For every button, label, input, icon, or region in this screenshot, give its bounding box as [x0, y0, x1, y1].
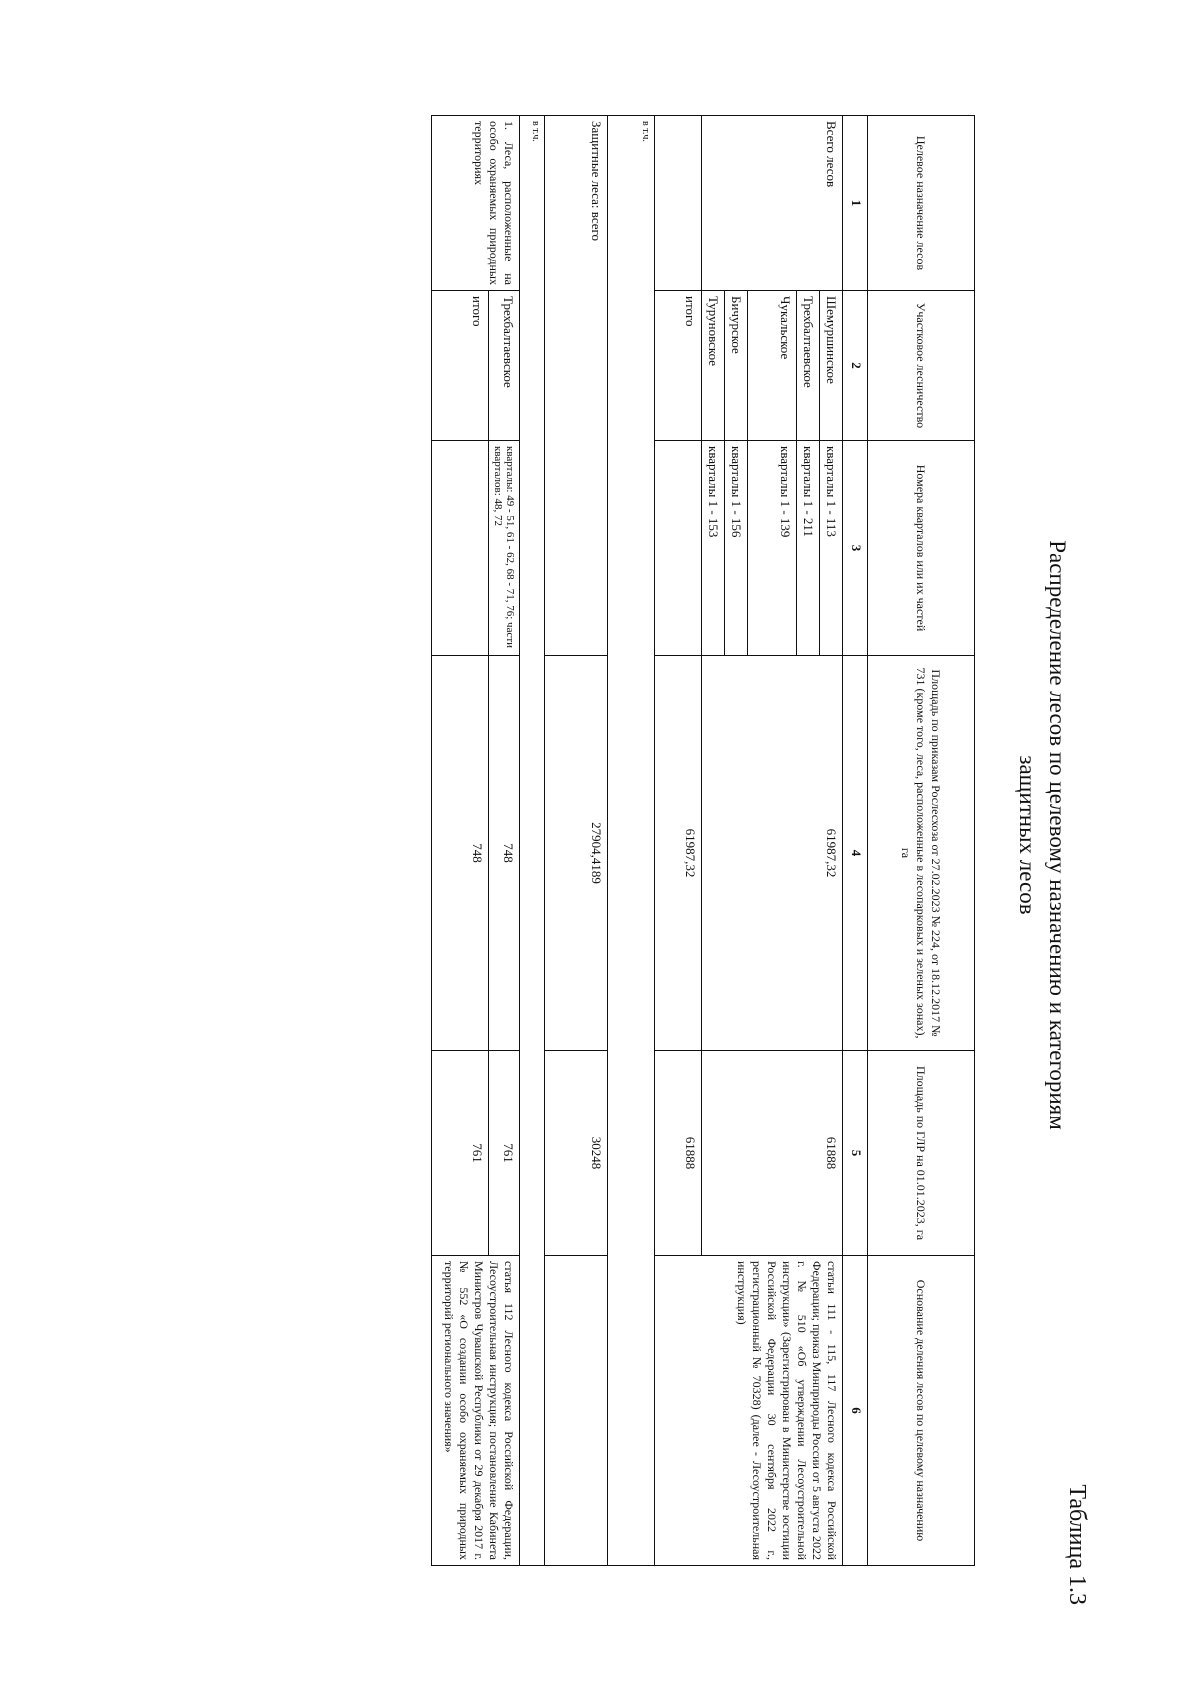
- column-number-row: [843, 116, 868, 1566]
- district-cell: Туруновское: [702, 291, 725, 441]
- district-cell: Бичурское: [725, 291, 748, 441]
- header-district: Участковое лесничество: [868, 291, 975, 441]
- total-forests-label: Всего лесов: [702, 116, 843, 291]
- quarters-cell: кварталы 1 - 153: [702, 441, 725, 656]
- empty-cell: [432, 441, 489, 656]
- document-title: [1012, 55, 1072, 1615]
- total-area-glr: 61888: [702, 1051, 843, 1256]
- column-number: 4: [843, 656, 868, 1051]
- category-1-itogo-area-glr: 761: [432, 1051, 489, 1256]
- quarters-cell: кварталы 1 - 139: [748, 441, 797, 656]
- quarters-cell: кварталы 1 - 156: [725, 441, 748, 656]
- empty-cell: [545, 1256, 608, 1566]
- itogo-area-glr: 61888: [655, 1051, 702, 1256]
- district-cell: Трехбалтаевское: [489, 291, 520, 441]
- empty-cell: [655, 116, 702, 291]
- title-line-1: Распределение лесов по целевому назначению и категориям: [1045, 540, 1070, 1130]
- category-1-basis: статья 112 Лесного кодекса Российской Федерации, Лесоустроительная инструкция; постановление Кабинета Министров Чувашской Республики от 29 декабря 2017 г. № 552 «О создании особо охраняемых природных территорий регионального значения»: [432, 1256, 520, 1566]
- empty-cell: [655, 441, 702, 656]
- quarters-cell: кварталы 1 - 211: [797, 441, 820, 656]
- table-row: [545, 116, 608, 1566]
- category-1-itogo-area-orders: 748: [432, 656, 489, 1051]
- including-label: в т.ч.: [608, 116, 655, 1566]
- title-line-2: защитных лесов: [1015, 755, 1040, 915]
- total-area-orders: 61987,32: [702, 656, 843, 1051]
- including-label-2: в т.ч.: [520, 116, 545, 1566]
- header-row: [868, 116, 975, 1566]
- header-purpose: Целевое назначение лесов: [868, 116, 975, 291]
- column-number: 3: [843, 441, 868, 656]
- table-number-label: Таблица 1.3: [1064, 1484, 1090, 1605]
- total-basis: статьи 111 - 115, 117 Лесного кодекса Российской Федерации; приказ Минприроды России от 5 августа 2022 г. № 510 «Об утверждении Лесоустроительной инструкции» (Зарегистрирован в Министерстве юстиции Российской Федерации 30 сентября 2022 г., регистрационный № 70328) (далее - Лесоустроительная инструкция): [655, 1256, 843, 1566]
- protective-area-glr: 30248: [545, 1051, 608, 1256]
- category-1-label: 1. Леса, расположенные на особо охраняемых природных территориях: [432, 116, 520, 291]
- table-row: [608, 116, 655, 1566]
- district-cell: Шемуршинское: [820, 291, 843, 441]
- district-cell: Трехбалтаевское: [797, 291, 820, 441]
- header-quarters: Номера кварталов или их частей: [868, 441, 975, 656]
- category-1-area-glr: 761: [489, 1051, 520, 1256]
- district-cell: Чукальское: [748, 291, 797, 441]
- protective-forests-label: Защитные леса: всего: [545, 116, 608, 656]
- header-area-glr: Площадь по ГЛР на 01.01.2023, га: [868, 1051, 975, 1256]
- table-row: [820, 116, 843, 1566]
- quarters-cell: кварталы 1 - 113: [820, 441, 843, 656]
- column-number: 2: [843, 291, 868, 441]
- header-basis: Основание деления лесов по целевому назначению: [868, 1256, 975, 1566]
- table-row: [489, 116, 520, 1566]
- rotated-document-page: [50, 55, 1090, 1615]
- table-row: [520, 116, 545, 1566]
- column-number: 6: [843, 1256, 868, 1566]
- itogo-area-orders: 61987,32: [655, 656, 702, 1051]
- itogo-label: итого: [432, 291, 489, 441]
- column-number: 1: [843, 116, 868, 291]
- column-number: 5: [843, 1051, 868, 1256]
- protective-area-orders: 27904,4189: [545, 656, 608, 1051]
- itogo-label: итого: [655, 291, 702, 441]
- forest-distribution-table: [431, 115, 975, 1566]
- quarters-cell: кварталы: 49 - 51, 61 - 62, 68 - 71, 76; части кварталов: 48, 72: [489, 441, 520, 656]
- category-1-area-orders: 748: [489, 656, 520, 1051]
- header-area-orders: Площадь по приказам Рослесхоза от 27.02.2023 № 224, от 18.12.2017 № 731 (кроме того, леса, расположенные в лесопарковых и зеленых зонах), га: [868, 656, 975, 1051]
